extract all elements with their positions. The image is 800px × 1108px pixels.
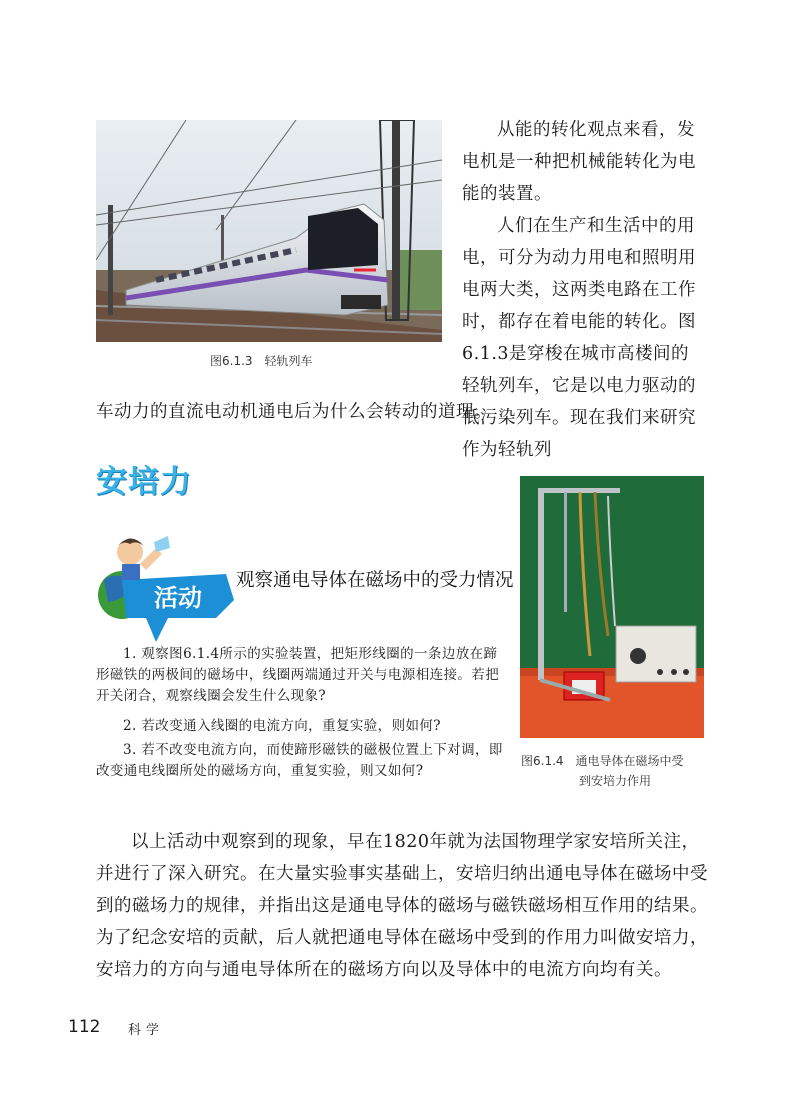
activity-label: 活动 [154,584,202,612]
caption-line: 图6.1.4 通电导体在磁场中受 [521,754,684,768]
figure-caption: 图6.1.3 轻轨列车 [210,354,313,368]
activity-step: 1. 观察图6.1.4所示的实验装置，把矩形线圈的一条边放在蹄形磁铁的两极间的磁场中，线圈两端通过开关与电源相连接。若把开关闭合，观察线圈会发生什么现象? [96,646,500,704]
apparatus-photo [520,476,704,738]
paragraph-continuation: 车动力的直流电动机通电后为什么会转动的道理。 [96,402,492,422]
figure-caption [521,751,711,791]
activity-step: 3. 若不改变电流方向，而使蹄形磁铁的磁极位置上下对调，即改变通电线圈所处的磁场方向，重复实验，则又如何? [96,742,503,779]
section-title: 安培力 [96,464,192,500]
paragraph: 以上活动中观察到的现象，早在1820年就为法国物理学家安培所关注，并进行了深入研究。在大量实验事实基础上，安培归纳出通电导体在磁场中受到的磁场力的规律，并指出这是通电导体的磁场与磁铁磁场相互作用的结果。为了纪念安培的贡献，后人就把通电导体在磁场中受到的作用力叫做安培力，安培力的方向与通电导体所在的磁场方向以及导体中的电流方向均有关。 [96,832,708,980]
activity-step: 2. 若改变通入线圈的电流方向，重复实验，则如何? [123,718,441,734]
book-name: 科学 [128,1023,165,1038]
page-number: 112 [68,1017,101,1037]
paragraph: 从能的转化观点来看，发电机是一种把机械能转化为电能的装置。 [462,120,696,204]
paragraph: 人们在生产和生活中的用电，可分为动力用电和照明用电两大类，这两类电路在工作时，都存在着电能的转化。图6.1.3是穿梭在城市高楼间的轻轨列车，它是以电力驱动的低污染列车。现在我们来研究作为轻轨列 [462,216,696,460]
activity-badge [96,530,234,642]
activity-title: 观察通电导体在磁场中的受力情况 [236,570,514,591]
caption-line: 到安培力作用 [579,774,652,788]
train-photo [96,120,442,342]
